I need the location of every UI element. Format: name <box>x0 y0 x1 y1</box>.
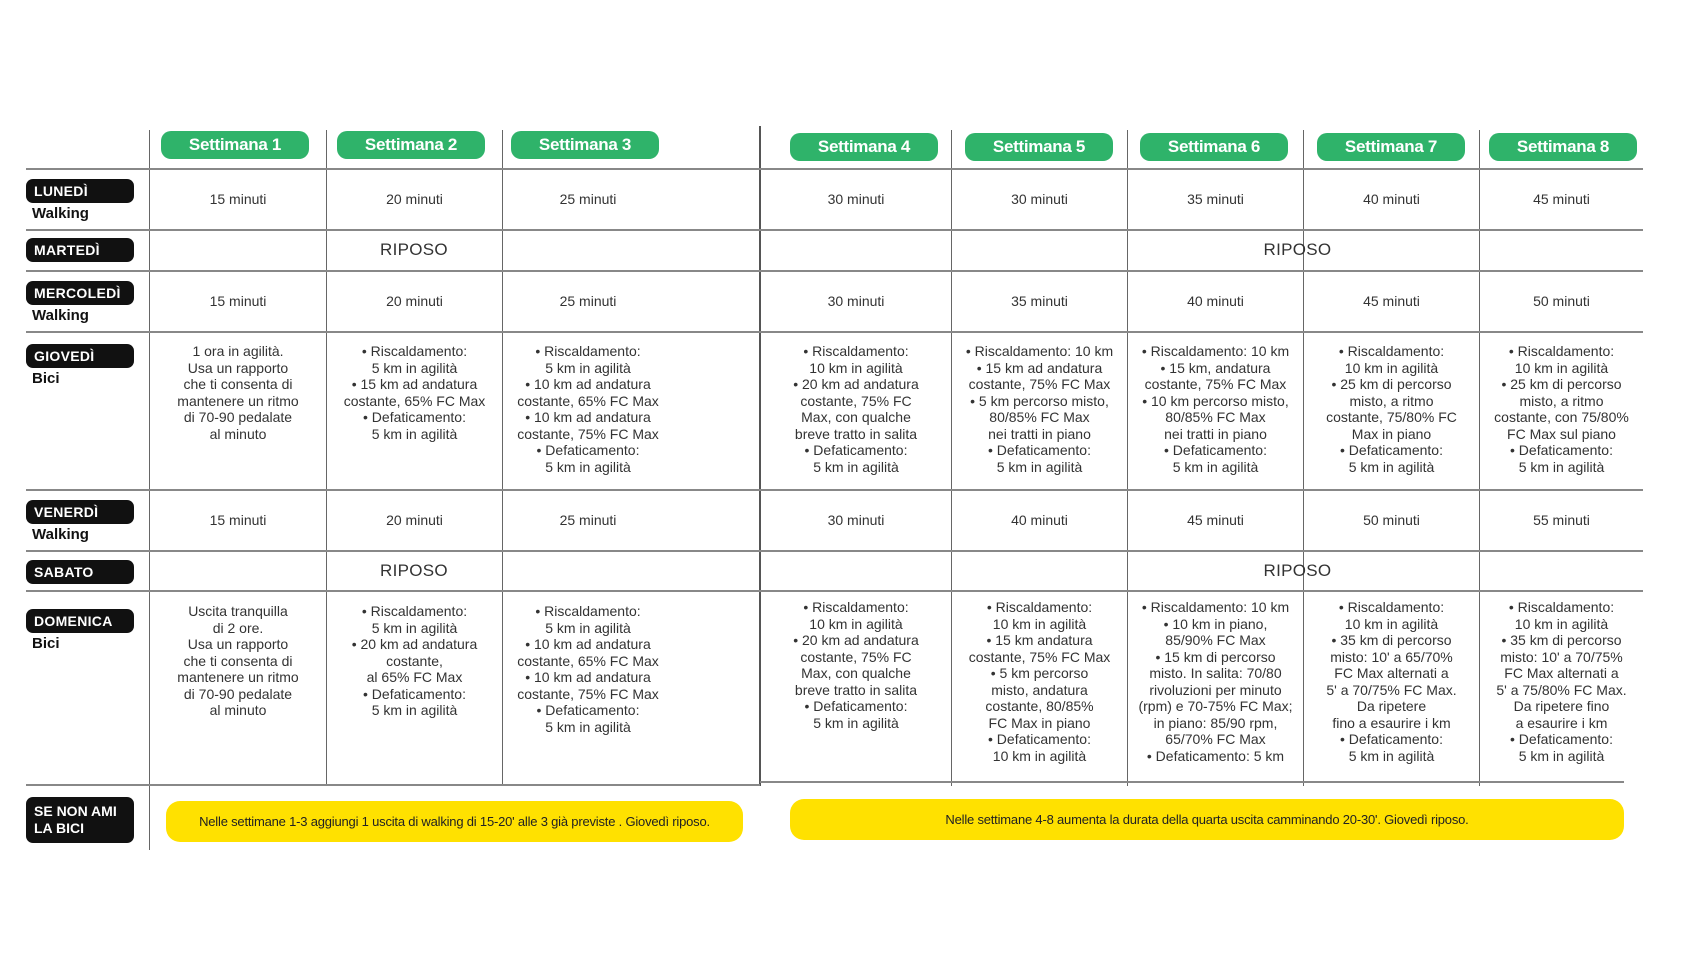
week-header-1: Settimana 1 <box>161 131 309 159</box>
cell-venerdi-w4: 30 minuti <box>827 512 885 529</box>
cell-giovedi-w4: • Riscaldamento: 10 km in agilità • 20 km ad andatura costante, 75% FC Max, con qualche breve tratto in salita • Defaticamento: 5 km in agilità <box>793 343 919 475</box>
day-label-domenica: DOMENICA <box>26 609 134 633</box>
cell-giovedi-w6: • Riscaldamento: 10 km • 15 km, andatura costante, 75% FC Max • 10 km percorso misto, 80/85% FC Max nei tratti in piano • Defaticamento: 5 km in agilità <box>1141 343 1290 475</box>
activity-giovedi: Bici <box>32 370 60 387</box>
cell-giovedi-w8: • Riscaldamento: 10 km in agilità • 25 km di percorso misto, a ritmo costante, con 75/80% FC Max sul piano • Defaticamento: 5 km in agilità <box>1494 343 1629 475</box>
note-weeks-4-8: Nelle settimane 4-8 aumenta la durata della quarta uscita camminando 20-30'. Giovedì riposo. <box>790 799 1624 840</box>
cell-lunedi-w2: 20 minuti <box>386 191 443 208</box>
day-label-lunedi: LUNEDÌ <box>26 179 134 203</box>
grid-hline <box>26 590 1643 592</box>
cell-martedi-rest-w4-8: RIPOSO <box>1263 240 1332 260</box>
cell-mercoledi-w1: 15 minuti <box>209 293 267 310</box>
cell-mercoledi-w3: 25 minuti <box>559 293 617 310</box>
cell-venerdi-w1: 15 minuti <box>209 512 267 529</box>
cell-mercoledi-w4: 30 minuti <box>827 293 885 310</box>
week-header-5: Settimana 5 <box>965 133 1113 161</box>
cell-domenica-w1: Uscita tranquilla di 2 ore. Usa un rapporto che ti consenta di mantenere un ritmo di 70-90 pedalate al minuto <box>177 603 299 718</box>
day-label-martedi: MARTEDÌ <box>26 238 134 262</box>
cell-domenica-w6: • Riscaldamento: 10 km • 10 km in piano, 85/90% FC Max • 15 km di percorso misto. In salita: 70/80 rivoluzioni per minuto (rpm) e 70-75% FC Max; in piano: 85/90 rpm, 65/70% FC Max • Defaticamento: 5 km <box>1138 599 1293 764</box>
cell-giovedi-w5: • Riscaldamento: 10 km • 15 km ad andatura costante, 75% FC Max • 5 km percorso misto, 80/85% FC Max nei tratti in piano • Defaticamento: 5 km in agilità <box>965 343 1114 475</box>
cell-venerdi-w8: 55 minuti <box>1533 512 1590 529</box>
cell-giovedi-w1: 1 ora in agilità. Usa un rapporto che ti consenta di mantenere un ritmo di 70-90 pedalate al minuto <box>177 343 299 442</box>
cell-domenica-w5: • Riscaldamento: 10 km in agilità • 15 km andatura costante, 75% FC Max • 5 km percorso misto, andatura costante, 80/85% FC Max in piano • Defaticamento: 10 km in agilità <box>968 599 1111 764</box>
cell-sabato-rest-w4-8: RIPOSO <box>1263 560 1332 580</box>
cell-lunedi-w8: 45 minuti <box>1533 191 1590 208</box>
activity-domenica: Bici <box>32 635 60 652</box>
cell-domenica-w8: • Riscaldamento: 10 km in agilità • 35 km di percorso misto: 10' a 70/75% FC Max alternati a 5' a 75/80% FC Max. Da ripetere fino a esaurire i km • Defaticamento: 5 km in agilità <box>1496 599 1627 764</box>
cell-mercoledi-w8: 50 minuti <box>1533 293 1590 310</box>
week-header-6: Settimana 6 <box>1140 133 1288 161</box>
cell-venerdi-w2: 20 minuti <box>386 512 443 529</box>
activity-lunedi: Walking <box>32 205 89 222</box>
cell-domenica-w4: • Riscaldamento: 10 km in agilità • 20 km ad andatura costante, 75% FC Max, con qualche breve tratto in salita • Defaticamento: 5 km in agilità <box>793 599 919 731</box>
cell-domenica-w7: • Riscaldamento: 10 km in agilità • 35 km di percorso misto: 10' a 65/70% FC Max alternati a 5' a 70/75% FC Max. Da ripetere fino a esaurire i km • Defaticamento: 5 km in agilità <box>1326 599 1457 764</box>
cell-domenica-w2: • Riscaldamento: 5 km in agilità • 20 km ad andatura costante, al 65% FC Max • Defaticamento: 5 km in agilità <box>351 603 478 718</box>
cell-martedi-rest-w1-3: RIPOSO <box>380 240 448 260</box>
day-label-venerdi: VENERDÌ <box>26 500 134 524</box>
cell-domenica-w3: • Riscaldamento: 5 km in agilità • 10 km ad andatura costante, 65% FC Max • 10 km ad andatura costante, 75% FC Max • Defaticamento: 5 km in agilità <box>517 603 659 735</box>
activity-venerdi: Walking <box>32 526 89 543</box>
cell-giovedi-w7: • Riscaldamento: 10 km in agilità • 25 km di percorso misto, a ritmo costante, 75/80% FC Max in piano • Defaticamento: 5 km in agilità <box>1326 343 1457 475</box>
cell-giovedi-w3: • Riscaldamento: 5 km in agilità • 10 km ad andatura costante, 65% FC Max • 10 km ad andatura costante, 75% FC Max • Defaticamento: 5 km in agilità <box>517 343 659 475</box>
cell-lunedi-w3: 25 minuti <box>559 191 617 208</box>
week-header-3: Settimana 3 <box>511 131 659 159</box>
day-label-sabato: SABATO <box>26 560 134 584</box>
cell-lunedi-w1: 15 minuti <box>209 191 267 208</box>
grid-hline <box>760 781 1624 783</box>
cell-mercoledi-w6: 40 minuti <box>1187 293 1244 310</box>
cell-lunedi-w4: 30 minuti <box>827 191 885 208</box>
cell-mercoledi-w2: 20 minuti <box>386 293 443 310</box>
cell-sabato-rest-w1-3: RIPOSO <box>380 560 448 580</box>
cell-lunedi-w5: 30 minuti <box>1011 191 1068 208</box>
grid-hline <box>26 331 1643 333</box>
week-header-7: Settimana 7 <box>1317 133 1465 161</box>
cell-mercoledi-w5: 35 minuti <box>1011 293 1068 310</box>
cell-venerdi-w5: 40 minuti <box>1011 512 1068 529</box>
cell-mercoledi-w7: 45 minuti <box>1363 293 1420 310</box>
week-header-8: Settimana 8 <box>1489 133 1637 161</box>
day-label-mercoledi: MERCOLEDÌ <box>26 281 134 305</box>
cell-lunedi-w6: 35 minuti <box>1187 191 1244 208</box>
week-header-2: Settimana 2 <box>337 131 485 159</box>
grid-hline <box>26 784 760 786</box>
cell-venerdi-w6: 45 minuti <box>1187 512 1244 529</box>
day-label-giovedi: GIOVEDÌ <box>26 344 134 368</box>
note-weeks-1-3: Nelle settimane 1-3 aggiungi 1 uscita di walking di 15-20' alle 3 già previste . Giovedì riposo. <box>166 801 743 842</box>
activity-mercoledi: Walking <box>32 307 89 324</box>
footer-label: SE NON AMI LA BICI <box>26 797 134 843</box>
cell-lunedi-w7: 40 minuti <box>1363 191 1420 208</box>
cell-giovedi-w2: • Riscaldamento: 5 km in agilità • 15 km ad andatura costante, 65% FC Max • Defaticamento: 5 km in agilità <box>343 343 486 442</box>
cell-venerdi-w7: 50 minuti <box>1363 512 1420 529</box>
week-header-4: Settimana 4 <box>790 133 938 161</box>
cell-venerdi-w3: 25 minuti <box>559 512 617 529</box>
